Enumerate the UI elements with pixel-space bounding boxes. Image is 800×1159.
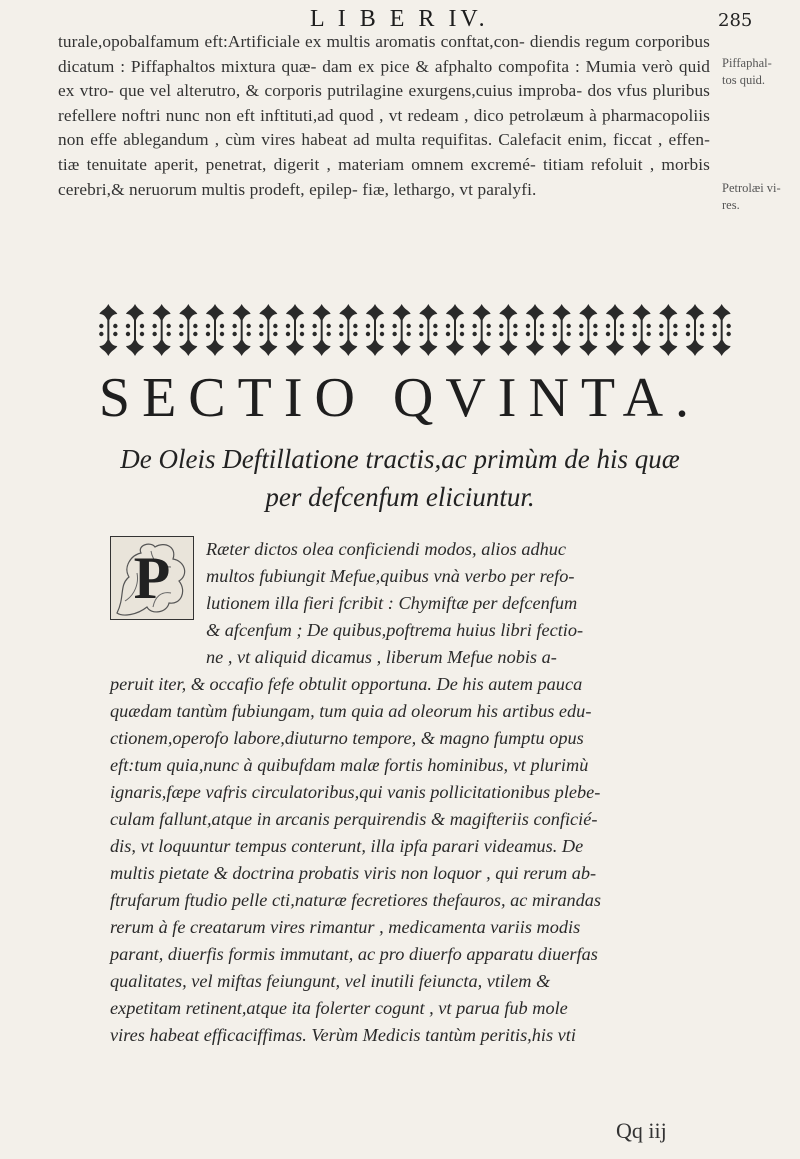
fleuron-ornament <box>446 330 464 356</box>
fleuron-ornament <box>526 330 544 356</box>
fleuron-ornament <box>526 304 544 330</box>
text-line: diendis regum corporibus dicatum : Piffaphaltos mixtura quæ- <box>58 32 710 76</box>
fleuron-ornament <box>392 330 410 356</box>
text-line: ftrufarum ftudio pelle cti,naturæ fecretiores thefauros, ac mirandas <box>110 890 602 910</box>
fleuron-ornament <box>419 330 437 356</box>
subtitle-line: per defcenfum eliciuntur. <box>265 482 535 512</box>
fleuron-ornament <box>552 330 570 356</box>
fleuron-ornament <box>579 330 597 356</box>
text-line: eft:tum quia,nunc à quibufdam malæ fortis hominibus, vt plurimù <box>110 755 589 775</box>
text-line: peruit iter, & occafio fefe obtulit opportuna. De his autem pauca <box>110 674 583 694</box>
fleuron-ornament <box>206 304 224 330</box>
fleuron-ornament <box>632 304 650 330</box>
fleuron-ornament <box>659 304 677 330</box>
text-line: dos vfus pluribus refellere noftri nunc non eft inftituti,ad quod , vt <box>58 81 711 125</box>
fleuron-ornament <box>686 330 704 356</box>
section-subtitle <box>60 440 740 516</box>
fleuron-ornament <box>579 304 597 330</box>
fleuron-ornament <box>126 304 144 330</box>
fleuron-ornament <box>392 304 410 330</box>
text-line: ignaris,fæpe vafris circulatoribus,qui vanis pollicitationibus plebe- <box>110 782 601 802</box>
fleuron-ornament <box>126 330 144 356</box>
fleuron-ornament <box>99 304 117 330</box>
fleuron-ornament <box>552 304 570 330</box>
fleuron-ornament <box>286 330 304 356</box>
text-line: turale,opobalfamum eft:Artificiale ex multis aromatis conftat,con- <box>58 32 525 51</box>
decorative-ornament-band <box>95 300 735 358</box>
fleuron-ornament <box>472 330 490 356</box>
fleuron-ornament <box>366 304 384 330</box>
text-line: quædam tantùm fubiungam, tum quia ad oleorum his artibus edu- <box>110 701 592 721</box>
fleuron-ornament <box>259 304 277 330</box>
fleuron-ornament <box>99 330 117 356</box>
text-line: parant, diuerfis formis immutant, ac pro diuerfo apparatu diuerfas <box>110 944 598 964</box>
fleuron-ornament <box>472 304 490 330</box>
marginal-note: tos quid. <box>722 73 766 87</box>
initial-letter: P <box>133 545 171 611</box>
text-line: expetitam retinent,atque ita folerter cogunt , vt parua fub mole <box>110 998 568 1018</box>
fleuron-ornament <box>312 330 330 356</box>
marginal-note: Petrolæi vi- <box>722 181 781 195</box>
text-line: multos fubiungit Mefue,quibus vnà verbo per refo- <box>206 566 575 586</box>
fleuron-ornament <box>179 330 197 356</box>
subtitle-line: De Oleis Deftillatione tractis,ac primùm de his quæ <box>120 444 680 474</box>
fleuron-ornament <box>446 304 464 330</box>
text-line: vires habeat efficaciffimas. Verùm Medicis tantùm peritis,his vti <box>110 1025 576 1045</box>
top-paragraph <box>58 30 710 202</box>
text-line: ne , vt aliquid dicamus , liberum Mefue nobis a- <box>206 647 557 667</box>
text-line: dam ex pice & afphalto compofita : Mumia verò quid ex vtro- <box>58 56 710 101</box>
text-line: cùm vires habeat ad multa requifitas. Calefacit enim, ficcat , effen- <box>225 130 711 150</box>
fleuron-ornament <box>152 330 170 356</box>
text-line: rerum à fe creatarum vires rimantur , medicamenta variis modis <box>110 917 581 937</box>
text-line: multis pietate & doctrina probatis viris non loquor , qui rerum ab- <box>110 863 597 883</box>
fleuron-ornament <box>232 330 250 356</box>
fleuron-ornament <box>712 330 730 356</box>
signature-mark: Qq iij <box>616 1118 667 1143</box>
fleuron-ornament <box>339 304 357 330</box>
fleuron-ornament <box>659 330 677 356</box>
page-number: 285 <box>718 10 753 31</box>
text-line: & afcenfum ; De quibus,poftrema huius libri fectio- <box>206 620 584 640</box>
fleuron-ornament <box>259 330 277 356</box>
text-line: dis, vt loquuntur tempus conterunt, illa ipfa parari videamus. De <box>110 836 584 856</box>
fleuron-ornament <box>632 330 650 356</box>
fleuron-ornament <box>286 304 304 330</box>
fleuron-ornament <box>339 330 357 356</box>
text-line: Ræter dictos olea conficiendi modos, alios adhuc <box>206 539 566 559</box>
text-line: ctionem,operofo labore,diuturno tempore, & magno fumptu opus <box>110 728 584 748</box>
text-line: fiæ, lethargo, vt paralyfi. <box>362 179 537 199</box>
fleuron-ornament <box>712 304 730 330</box>
running-head-title: L I B E R IV. <box>310 6 489 32</box>
text-line: culam fallunt,atque in arcanis perquirendis & magifteriis conficié- <box>110 809 598 829</box>
section-title: SECTIO QVINTA. <box>98 367 702 429</box>
fleuron-ornament <box>606 330 624 356</box>
opening-paragraph <box>110 536 720 1049</box>
marginal-note: res. <box>722 198 740 212</box>
marginal-note: Piffaphal- <box>722 56 772 70</box>
fleuron-ornament <box>606 304 624 330</box>
fleuron-ornament <box>232 304 250 330</box>
text-line: titiam refoluit , morbis cerebri,& neruorum multis prodeft, epilep- <box>58 154 711 199</box>
text-line: que vel alterutro, & corporis putrilagine exurgens,cuius improba- <box>119 81 583 101</box>
fleuron-ornament <box>312 304 330 330</box>
fleuron-ornament <box>419 304 437 330</box>
text-line: lutionem illa fieri fcribit : Chymiftæ per defcenfum <box>206 593 578 613</box>
fleuron-ornament <box>152 304 170 330</box>
fleuron-ornament <box>206 330 224 356</box>
fleuron-ornament <box>499 330 517 356</box>
text-line: tiæ tenuitate aperit, penetrat, digerit , materiam omnem excremé- <box>58 154 536 174</box>
text-line: qualitates, vel miftas feiungunt, vel inutili feiuncta, vtilem & <box>110 971 551 991</box>
fleuron-ornament <box>366 330 384 356</box>
fleuron-ornament <box>686 304 704 330</box>
fleuron-ornament <box>499 304 517 330</box>
text-line: redeam , dico petrolæum à pharmacopoliis non effe ablegandum , <box>58 105 710 150</box>
fleuron-ornament <box>179 304 197 330</box>
